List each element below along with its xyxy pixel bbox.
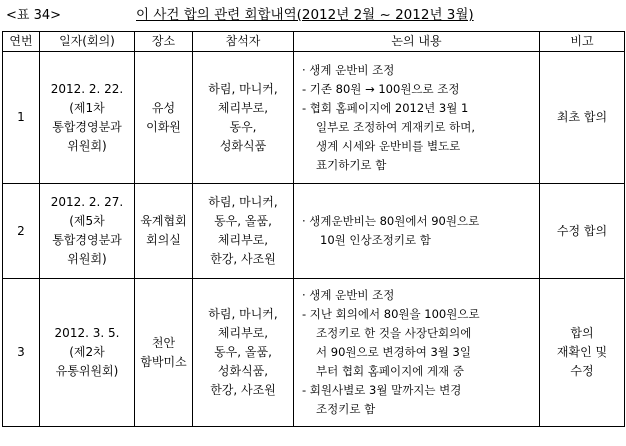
attendee-line: 동우, 올품, [214,214,272,228]
column-header-note: 비고 [540,32,625,52]
table-row [3,279,625,427]
content-line: 표기하기로 함 [316,157,387,172]
content-line: 생계 시세와 운반비를 별도로 [316,138,461,153]
content-line: - 협회 홈페이지에 2012년 3월 1 [302,100,469,115]
header-row [3,32,625,52]
attendee-line: 체리부로, [217,100,269,115]
note [540,52,625,184]
discussion-content [294,279,540,427]
date-line: 2012. 2. 22. [50,81,124,96]
note-line: 수정 합의 [556,223,608,238]
content-line: · 생계 운반비 조정 [302,62,395,77]
attendee-line: 하림, 마니커, [208,307,278,321]
content-line: · 생계운반비는 80원에서 90원으로 [302,214,480,228]
column-header-place: 장소 [135,32,193,52]
table-title: 이 사건 합의 관련 회합내역(2012년 2월 ~ 2012년 3월) [136,7,474,23]
date-line: 위원회) [67,252,107,266]
meeting-place [135,279,193,427]
column-header-attendees: 참석자 [193,32,294,52]
note-line: 최초 합의 [556,110,608,124]
place-line: 유성 [151,100,176,115]
row-number: 2 [3,184,40,279]
discussion-content [294,52,540,184]
column-header-no: 연번 [3,32,40,52]
content-line: 서 90원으로 변경하여 3월 3일 [316,345,471,359]
content-line: · 생계 운반비 조정 [302,288,395,302]
table-caption [0,0,626,26]
attendee-line: 체리부로, [217,233,269,247]
content-line: 일부로 조정하여 게재키로 하며, [316,119,476,134]
attendee-line: 하림, 마니커, [208,81,278,96]
meeting-date [40,184,135,279]
table-number: <표 34> [6,8,62,23]
place-line: 함박미소 [140,354,187,369]
meeting-date [40,52,135,184]
meeting-place [135,52,193,184]
content-line: 부터 협회 홈페이지에 게재 중 [316,364,464,378]
meeting-table [2,31,625,427]
date-line: (제1차 [69,100,105,115]
attendees [193,279,294,427]
table-row [3,184,625,279]
note-line: 재확인 및 [556,345,608,359]
place-line: 육계협회 [140,214,187,228]
date-line: 통합경영분과 [52,119,122,134]
note-line: 수정 [570,364,594,378]
date-line: (제2차 [69,345,105,359]
table-row [3,52,625,184]
column-header-content: 논의 내용 [294,32,540,52]
content-line: 조정키로 한 것을 사장단회의에 [316,326,472,340]
place-line: 이화원 [146,119,181,134]
place-line: 천안 [151,335,176,350]
attendee-line: 체리부로, [217,326,269,340]
meeting-date [40,279,135,427]
attendees [193,52,294,184]
row-number: 3 [3,279,40,427]
content-line: 10원 인상조정키로 함 [320,233,431,247]
note-line: 합의 [570,326,594,340]
row-number: 1 [3,52,40,184]
place-line: 회의실 [146,233,181,247]
attendee-line: 성화식품 [219,138,267,153]
date-line: (제5차 [69,214,105,228]
content-line: - 지난 회의에서 80원을 100원으로 [302,307,480,321]
content-line: - 기존 80원 → 100원으로 조정 [302,81,460,96]
attendee-line: 하림, 마니커, [208,195,278,209]
date-line: 2012. 3. 5. [54,326,120,340]
content-line: 조정키로 함 [316,402,376,416]
note [540,184,625,279]
note [540,279,625,427]
attendee-line: 성화식품, [217,364,269,378]
attendee-line: 동우, 올품, [214,345,272,359]
date-line: 유통위원회) [55,364,119,378]
content-line: - 회원사별로 3월 말까지는 변경 [302,383,462,397]
attendee-line: 한강, 사조원 [210,383,276,397]
date-line: 2012. 2. 27. [50,195,124,209]
meeting-place [135,184,193,279]
date-line: 통합경영분과 [52,233,122,247]
date-line: 위원회) [67,138,107,153]
attendee-line: 동우, [229,119,257,134]
discussion-content [294,184,540,279]
attendees [193,184,294,279]
attendee-line: 한강, 사조원 [210,252,276,266]
column-header-date: 일자(회의) [40,32,135,52]
